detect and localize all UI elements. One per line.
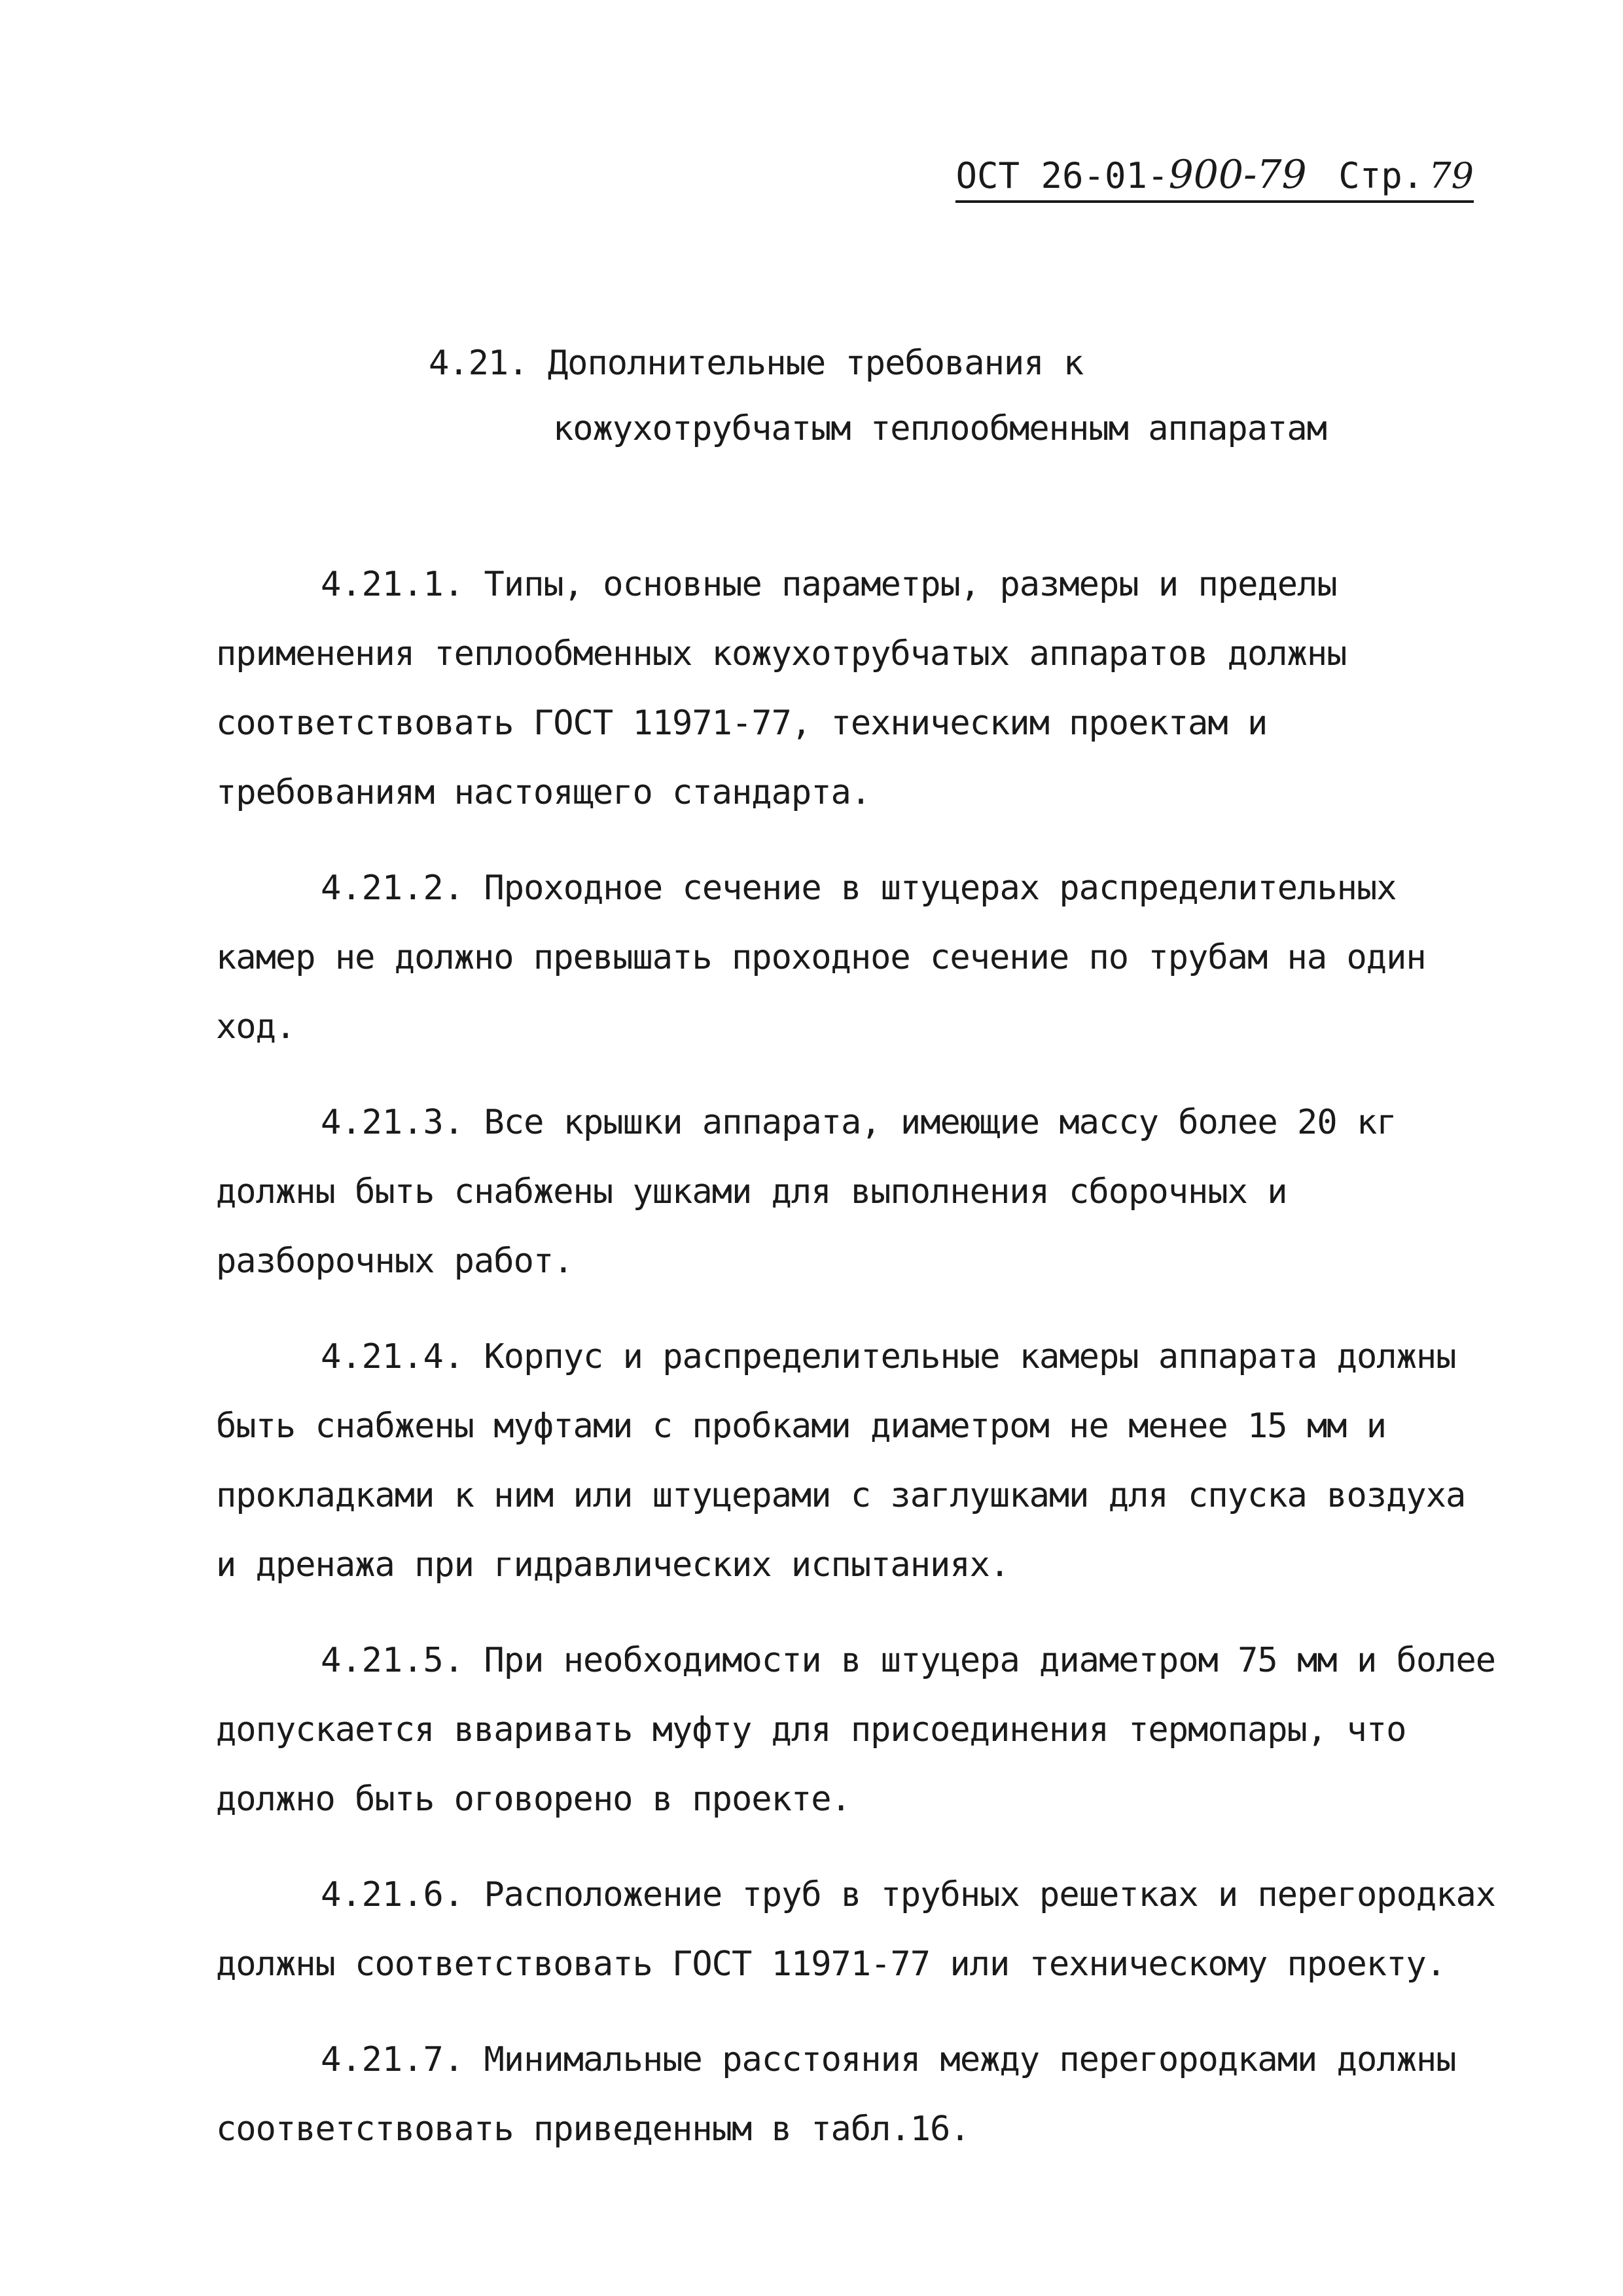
section-title-line1: Дополнительные требования к — [547, 344, 1084, 383]
paragraph-list — [216, 550, 1499, 2190]
standard-designation: ОСТ 26-01- — [955, 155, 1169, 196]
page-header — [955, 152, 1474, 203]
paragraph-number: 4.21.5. — [321, 1641, 465, 1680]
paragraph-text: Все крышки аппарата, имеющие массу более 20 кг должны быть снабжены ушками для выполнения сборочных и разборочных работ. — [216, 1103, 1397, 1281]
paragraph-number: 4.21.1. — [321, 565, 465, 604]
section-heading — [429, 331, 1327, 461]
page-label: Стр. — [1338, 155, 1424, 196]
paragraph-text: Корпус и распределительные камеры аппарата должны быть снабжены муфтами с пробками диаметром не менее 15 мм и прокладками к ним или штуцерами с заглушками для спуска воздуха и дренажа при гидравлических испытаниях. — [216, 1337, 1466, 1585]
paragraph-number: 4.21.7. — [321, 2040, 465, 2079]
paragraph-text: Типы, основные параметры, размеры и пределы применения теплообменных кожухотрубчатых аппаратов должны соответствовать ГОСТ 11971-77, техническим проектам и требованиям настоящего стандарта. — [216, 565, 1347, 812]
paragraph — [216, 2025, 1499, 2164]
paragraph — [216, 853, 1499, 1062]
paragraph-text: При необходимости в штуцера диаметром 75 мм и более допускается вваривать муфту для присоединения термопары, что должно быть оговорено в проекте. — [216, 1641, 1496, 1819]
section-number: 4.21. — [429, 344, 528, 383]
paragraph-number: 4.21.2. — [321, 869, 465, 908]
section-title-line2: кожухотрубчатым теплообменным аппаратам — [553, 409, 1327, 448]
paragraph — [216, 1322, 1499, 1600]
paragraph — [216, 1860, 1499, 1999]
standard-number-handwritten: 900-79 — [1168, 152, 1307, 198]
paragraph-number: 4.21.4. — [321, 1337, 465, 1376]
paragraph-text: Минимальные расстояния между перегородками должны соответствовать приведенным в табл.16. — [216, 2040, 1456, 2149]
paragraph — [216, 1626, 1499, 1834]
paragraph — [216, 550, 1499, 827]
paragraph — [216, 1088, 1499, 1296]
page-number: 79 — [1429, 155, 1474, 196]
paragraph-number: 4.21.6. — [321, 1875, 465, 1914]
paragraph-text: Расположение труб в трубных решетках и перегородках должны соответствовать ГОСТ 11971-77 или техническому проекту. — [216, 1875, 1496, 1984]
paragraph-text: Проходное сечение в штуцерах распределительных камер не должно превышать проходное сечение по трубам на один ход. — [216, 869, 1426, 1047]
paragraph-number: 4.21.3. — [321, 1103, 465, 1142]
